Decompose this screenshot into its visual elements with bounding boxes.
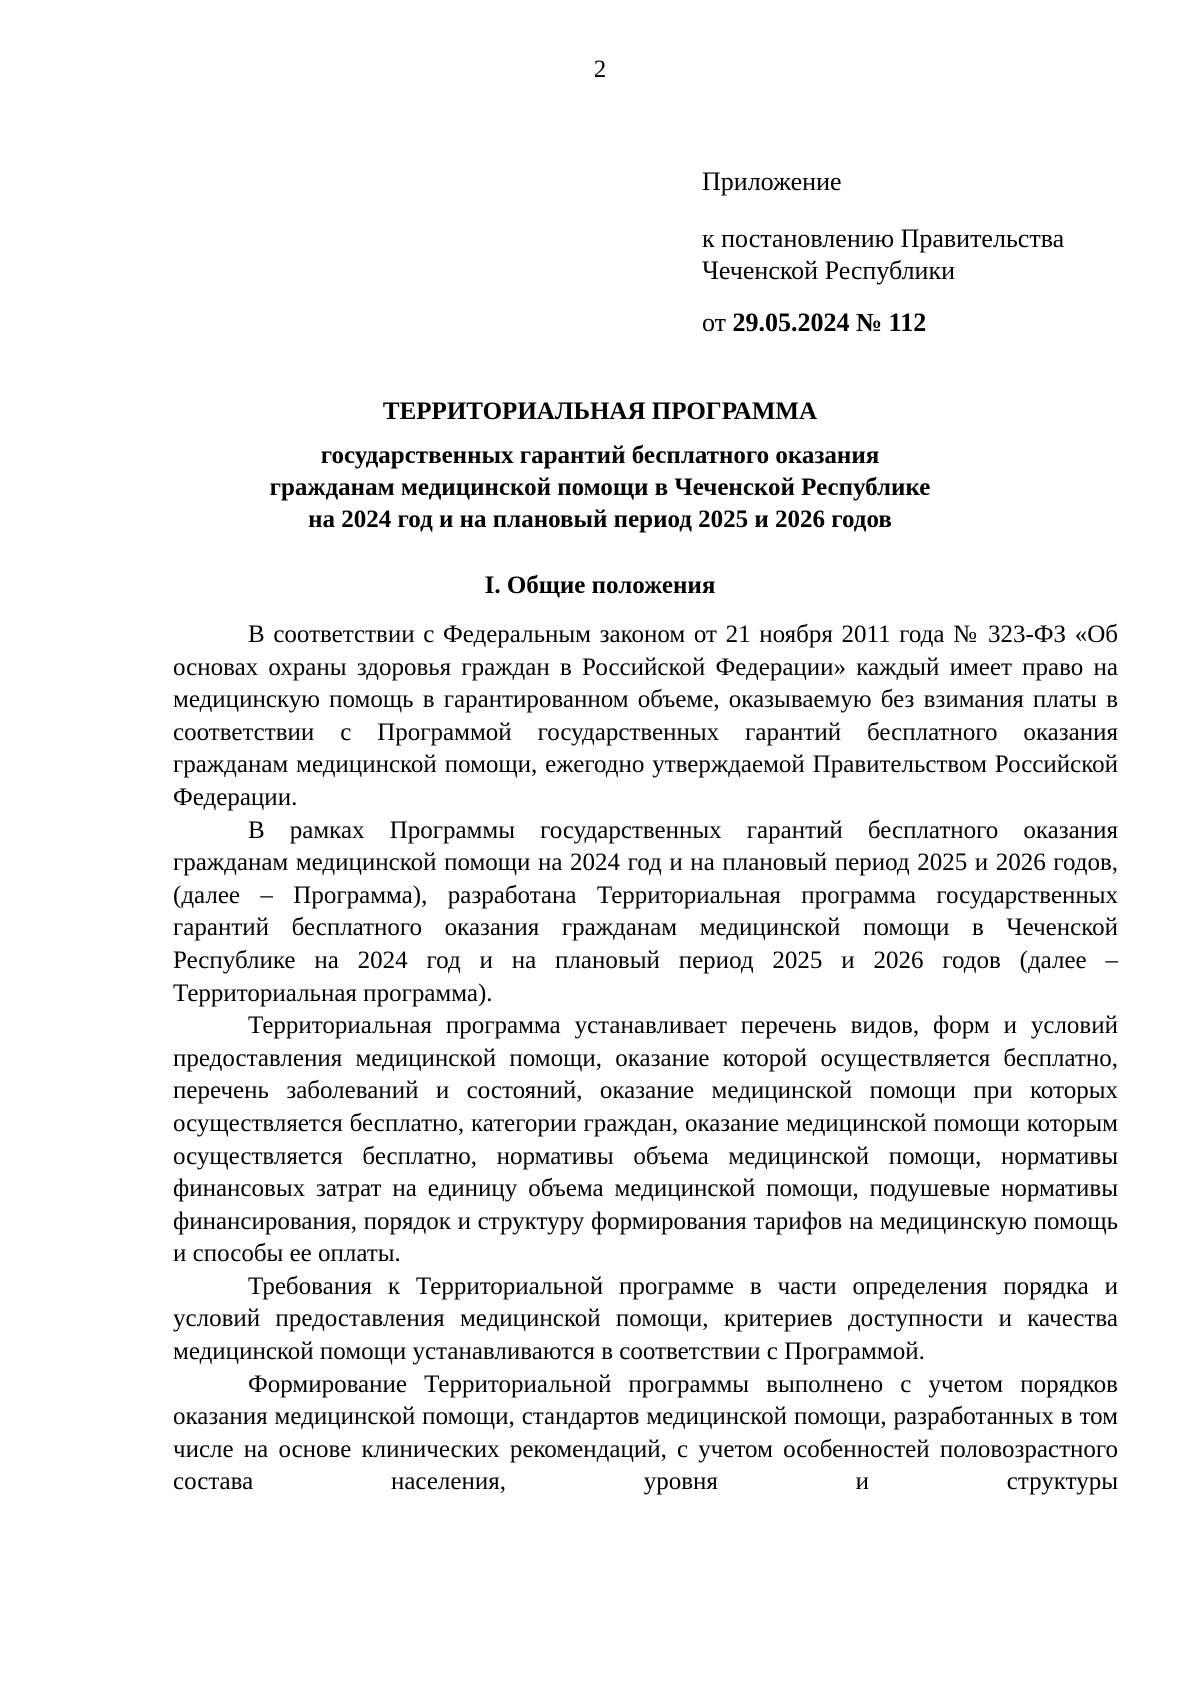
- paragraph: В соответствии с Федеральным законом от 21 ноября 2011 года № 323-ФЗ «Об основах охраны здоровья граждан в Российской Федерации» каждый имеет право на медицинскую помощь в гарантированном объеме, оказываемую без взимания платы в соответствии с Программой государственных гарантий бесплатного оказания гражданам медицинской помощи, ежегодно утверждаемой Правительством Российской Федерации.: [173, 621, 1118, 811]
- appendix-date-line: [702, 307, 1064, 339]
- document-subtitle-line-3: на 2024 год и на плановый период 2025 и 2026 годов: [308, 506, 892, 533]
- appendix-block: [702, 166, 1064, 339]
- appendix-label: Приложение: [702, 167, 842, 196]
- appendix-resolution-line: к постановлению Правительства: [702, 224, 1065, 253]
- paragraph: Формирование Территориальной программы выполнено с учетом порядков оказания медицинской помощи, стандартов медицинской помощи, разработанных в том числе на основе клинических рекомендаций, с учетом особенностей половозрастного состава населения, уровня и структуры: [173, 1370, 1118, 1496]
- document-title-block: [0, 396, 1200, 602]
- paragraph: В рамках Программы государственных гарантий бесплатного оказания гражданам медицинской помощи на 2024 год и на плановый период 2025 и 2026 годов, (далее – Программа), разработана Территориальная программа государственных гарантий бесплатного оказания гражданам медицинской помощи в Чеченской Республике на 2024 год и на плановый период 2025 и 2026 годов (далее – Территориальная программа).: [173, 816, 1118, 1007]
- document-subtitle-line-2: гражданам медицинской помощи в Чеченской Республике: [269, 474, 931, 501]
- paragraph: Территориальная программа устанавливает перечень видов, форм и условий предоставления медицинской помощи, оказание которой осуществляется бесплатно, перечень заболеваний и состояний, оказание медицинской помощи при которых осуществляется бесплатно, категории граждан, оказание медицинской помощи которым осуществляется бесплатно, нормативы объема медицинской помощи, нормативы финансовых затрат на единицу объема медицинской помощи, подушевые нормативы финансирования, порядок и структуру формирования тарифов на медицинскую помощь и способы ее оплаты.: [173, 1012, 1118, 1268]
- page-number: 2: [593, 56, 607, 83]
- document-body: [173, 619, 1118, 1499]
- paragraph: Требования к Территориальной программе в части определения порядка и условий предоставления медицинской помощи, критериев доступности и качества медицинской помощи устанавливаются в соответствии с Программой.: [173, 1272, 1118, 1366]
- document-title: ТЕРРИТОРИАЛЬНАЯ ПРОГРАММА: [382, 398, 818, 425]
- resolution-date-number: 29.05.2024 № 112: [732, 308, 927, 337]
- document-subtitle-line-1: государственных гарантий бесплатного оказания: [320, 442, 880, 469]
- appendix-government-line: Чеченской Республики: [702, 256, 956, 285]
- section-heading: I. Общие положения: [484, 572, 716, 599]
- date-prefix: от: [702, 308, 733, 337]
